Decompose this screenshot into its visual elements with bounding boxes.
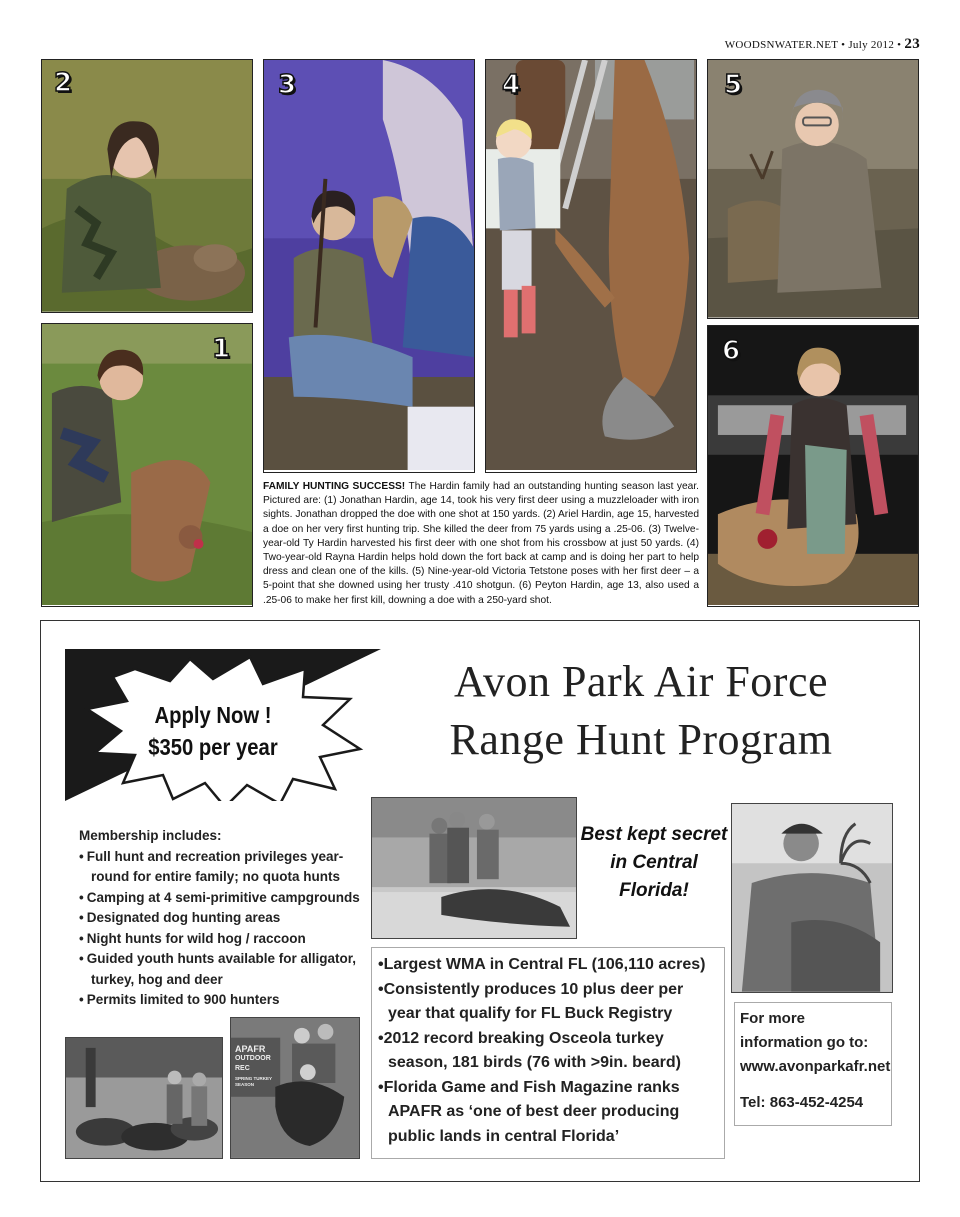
photo-number-1: 1 — [212, 334, 231, 364]
info-heading: For more information go to: — [740, 1010, 869, 1051]
membership-item: • Full hunt and recreation privileges year-round for entire family; no quota hunts — [79, 847, 379, 888]
fact-item: • 2012 record breaking Osceola turkey season, 181 birds (76 with >9in. beard) — [378, 1027, 718, 1076]
issue-date: July 2012 — [848, 39, 895, 51]
turkey-hunt-photo — [230, 1017, 360, 1159]
photo-4-scene — [486, 60, 696, 470]
telephone-number: Tel: 863-452-4254 — [740, 1094, 864, 1111]
hog-hunt-photo — [65, 1037, 223, 1159]
photo-number-6: 6 — [722, 336, 741, 366]
alligator-photo — [371, 797, 577, 939]
photo-2-scene — [42, 60, 252, 312]
avon-park-advertisement — [40, 620, 920, 1182]
caption-headline: FAMILY HUNTING SUCCESS! — [263, 481, 406, 492]
membership-item: • Night hunts for wild hog / raccoon — [79, 929, 379, 950]
membership-item: • Designated dog hunting areas — [79, 908, 379, 929]
photo-number-5: 5 — [724, 70, 743, 100]
fact-item: • Florida Game and Fish Magazine ranks APAFR as ‘one of best deer producing public lands in central Florida’ — [378, 1076, 718, 1150]
ad-title: Avon Park Air Force Range Hunt Program — [449, 657, 833, 764]
photo-number-2: 2 — [54, 68, 73, 98]
apply-now-text: Apply Now ! — [154, 702, 272, 728]
photo-caption — [263, 480, 699, 608]
fact-item: • Consistently produces 10 plus deer per year that qualify for FL Buck Registry — [378, 978, 718, 1027]
photo-1-scene — [42, 324, 252, 605]
best-kept-secret: Best kept secret in Central Florida! — [580, 824, 728, 901]
membership-item: • Camping at 4 semi-primitive campgrounds — [79, 888, 379, 909]
membership-item: • Permits limited to 900 hunters — [79, 990, 379, 1011]
membership-heading: Membership includes: — [79, 828, 222, 843]
buck-hunter-photo — [731, 803, 893, 993]
price-text: $350 per year — [148, 734, 278, 760]
photo-3 — [263, 59, 475, 473]
membership-item: • Guided youth hunts available for alligator, turkey, hog and deer — [79, 949, 379, 990]
photo-5 — [707, 59, 919, 319]
membership-list — [79, 826, 379, 1011]
contact-info-box — [734, 1002, 892, 1126]
photo-6 — [707, 325, 919, 607]
photo-number-3: 3 — [278, 70, 297, 100]
photo-3-scene — [264, 60, 474, 470]
page-number: 23 — [904, 36, 920, 52]
burst-text — [134, 699, 292, 763]
page-header: WOODSNWATER.NET • July 2012 • 23 — [724, 36, 920, 52]
fact-item: • Largest WMA in Central FL (106,110 acres) — [378, 953, 718, 978]
apafr-sign: APAFR OUTDOOR REC SPRING TURKEY SEASON — [235, 1044, 273, 1087]
site-name: WOODSNWATER.NET — [724, 39, 839, 51]
photo-1 — [41, 323, 253, 607]
photo-4 — [485, 59, 697, 473]
photo-6-scene — [708, 326, 918, 605]
facts-box — [371, 947, 725, 1159]
caption-body: The Hardin family had an outstanding hunting season last year. Pictured are: (1) Jonathan Hardin, age 14, took his very first deer using a muzzleloader with iron sights. Jonathan dropped the doe with one shot at 150 yards. (2) Ariel Hardin, age 15, harvested a doe on her very first hunting trip. She killed the deer from 75 yards using a .25-06. (3) Twelve-year-old Ty Hardin harvested his first deer with one shot from his crossbow at just 50 yards. (4) Two-year-old Rayna Hardin helps hold down the fort back at camp and is doing her part to help dress and clean one of the kills. (5) Nine-year-old Victoria Tetstone poses with her first deer – a 5-point that she downed using her trusty .410 shotgun. (6) Peyton Hardin, age 13, also used a .25-06 to make her first kill, downing a doe with a 250-yard shot. — [263, 481, 699, 606]
photo-number-4: 4 — [502, 70, 521, 100]
photo-2 — [41, 59, 253, 313]
website-link[interactable]: www.avonparkafr.net — [740, 1058, 891, 1075]
